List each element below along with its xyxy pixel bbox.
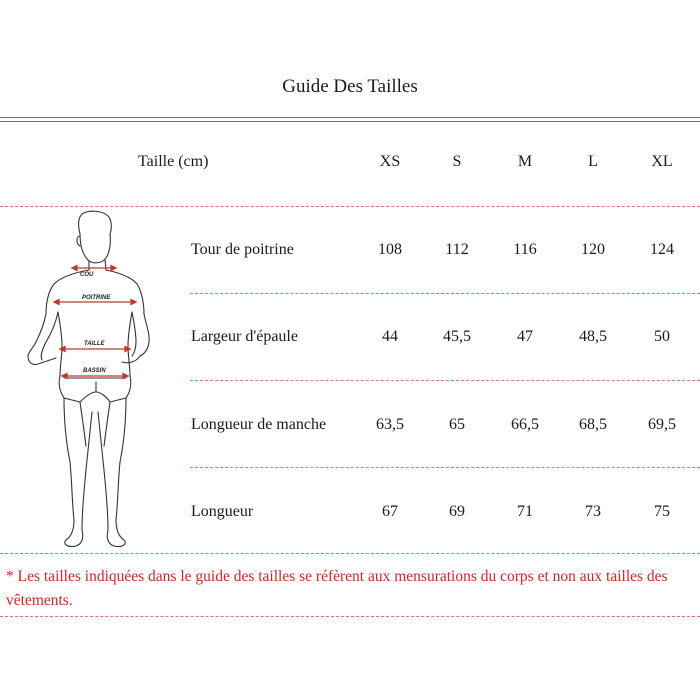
table-cell: 75 [654,503,670,520]
table-bottom-divider [0,553,700,554]
size-header-label: Taille (cm) [138,153,209,170]
table-cell: 124 [650,241,674,258]
size-header-xs: XS [379,153,401,170]
table-cell: 112 [445,241,469,258]
body-measurement-figure [10,206,150,552]
row-divider [190,293,700,294]
table-cell: 47 [517,328,533,345]
row-label-sleeve: Longueur de manche [191,416,327,433]
row-label-length: Longueur [191,503,254,520]
row-label-chest: Tour de poitrine [191,241,294,258]
table-cell: 67 [382,503,398,520]
table-cell: 65 [449,416,465,433]
table-cell: 48,5 [579,328,607,345]
figure-label-neck: COU [80,272,94,278]
table-cell: 73 [585,503,601,520]
table-cell: 68,5 [579,416,607,433]
table-cell: 44 [382,328,398,345]
note-bottom-divider [0,616,700,617]
table-cell: 116 [513,241,537,258]
table-cell: 108 [378,241,402,258]
row-divider [190,380,700,381]
figure-label-chest: POITRINE [82,295,111,301]
table-cell: 50 [654,328,670,345]
size-header-s: S [452,153,462,170]
figure-label-waist: TAILLE [84,341,105,347]
row-label-shoulder: Largeur d'épaule [191,328,298,345]
title-rule-bottom [0,121,700,122]
table-cell: 69,5 [648,416,676,433]
table-cell: 66,5 [511,416,539,433]
size-guide-note: * Les tailles indiquées dans le guide des tailles se réfèrent aux mensurations du corps et non aux tailles des vêtements. [6,568,668,609]
row-divider [190,467,700,468]
table-cell: 69 [449,503,465,520]
title-rule-top [0,117,700,118]
table-cell: 63,5 [376,416,404,433]
size-header-l: L [588,153,598,170]
page-title: Guide Des Tailles [282,76,418,97]
size-header-xl: XL [651,153,673,170]
figure-label-hips: BASSIN [83,368,106,374]
table-cell: 45,5 [443,328,471,345]
table-cell: 120 [581,241,605,258]
size-header-m: M [517,153,533,170]
table-cell: 71 [517,503,533,520]
